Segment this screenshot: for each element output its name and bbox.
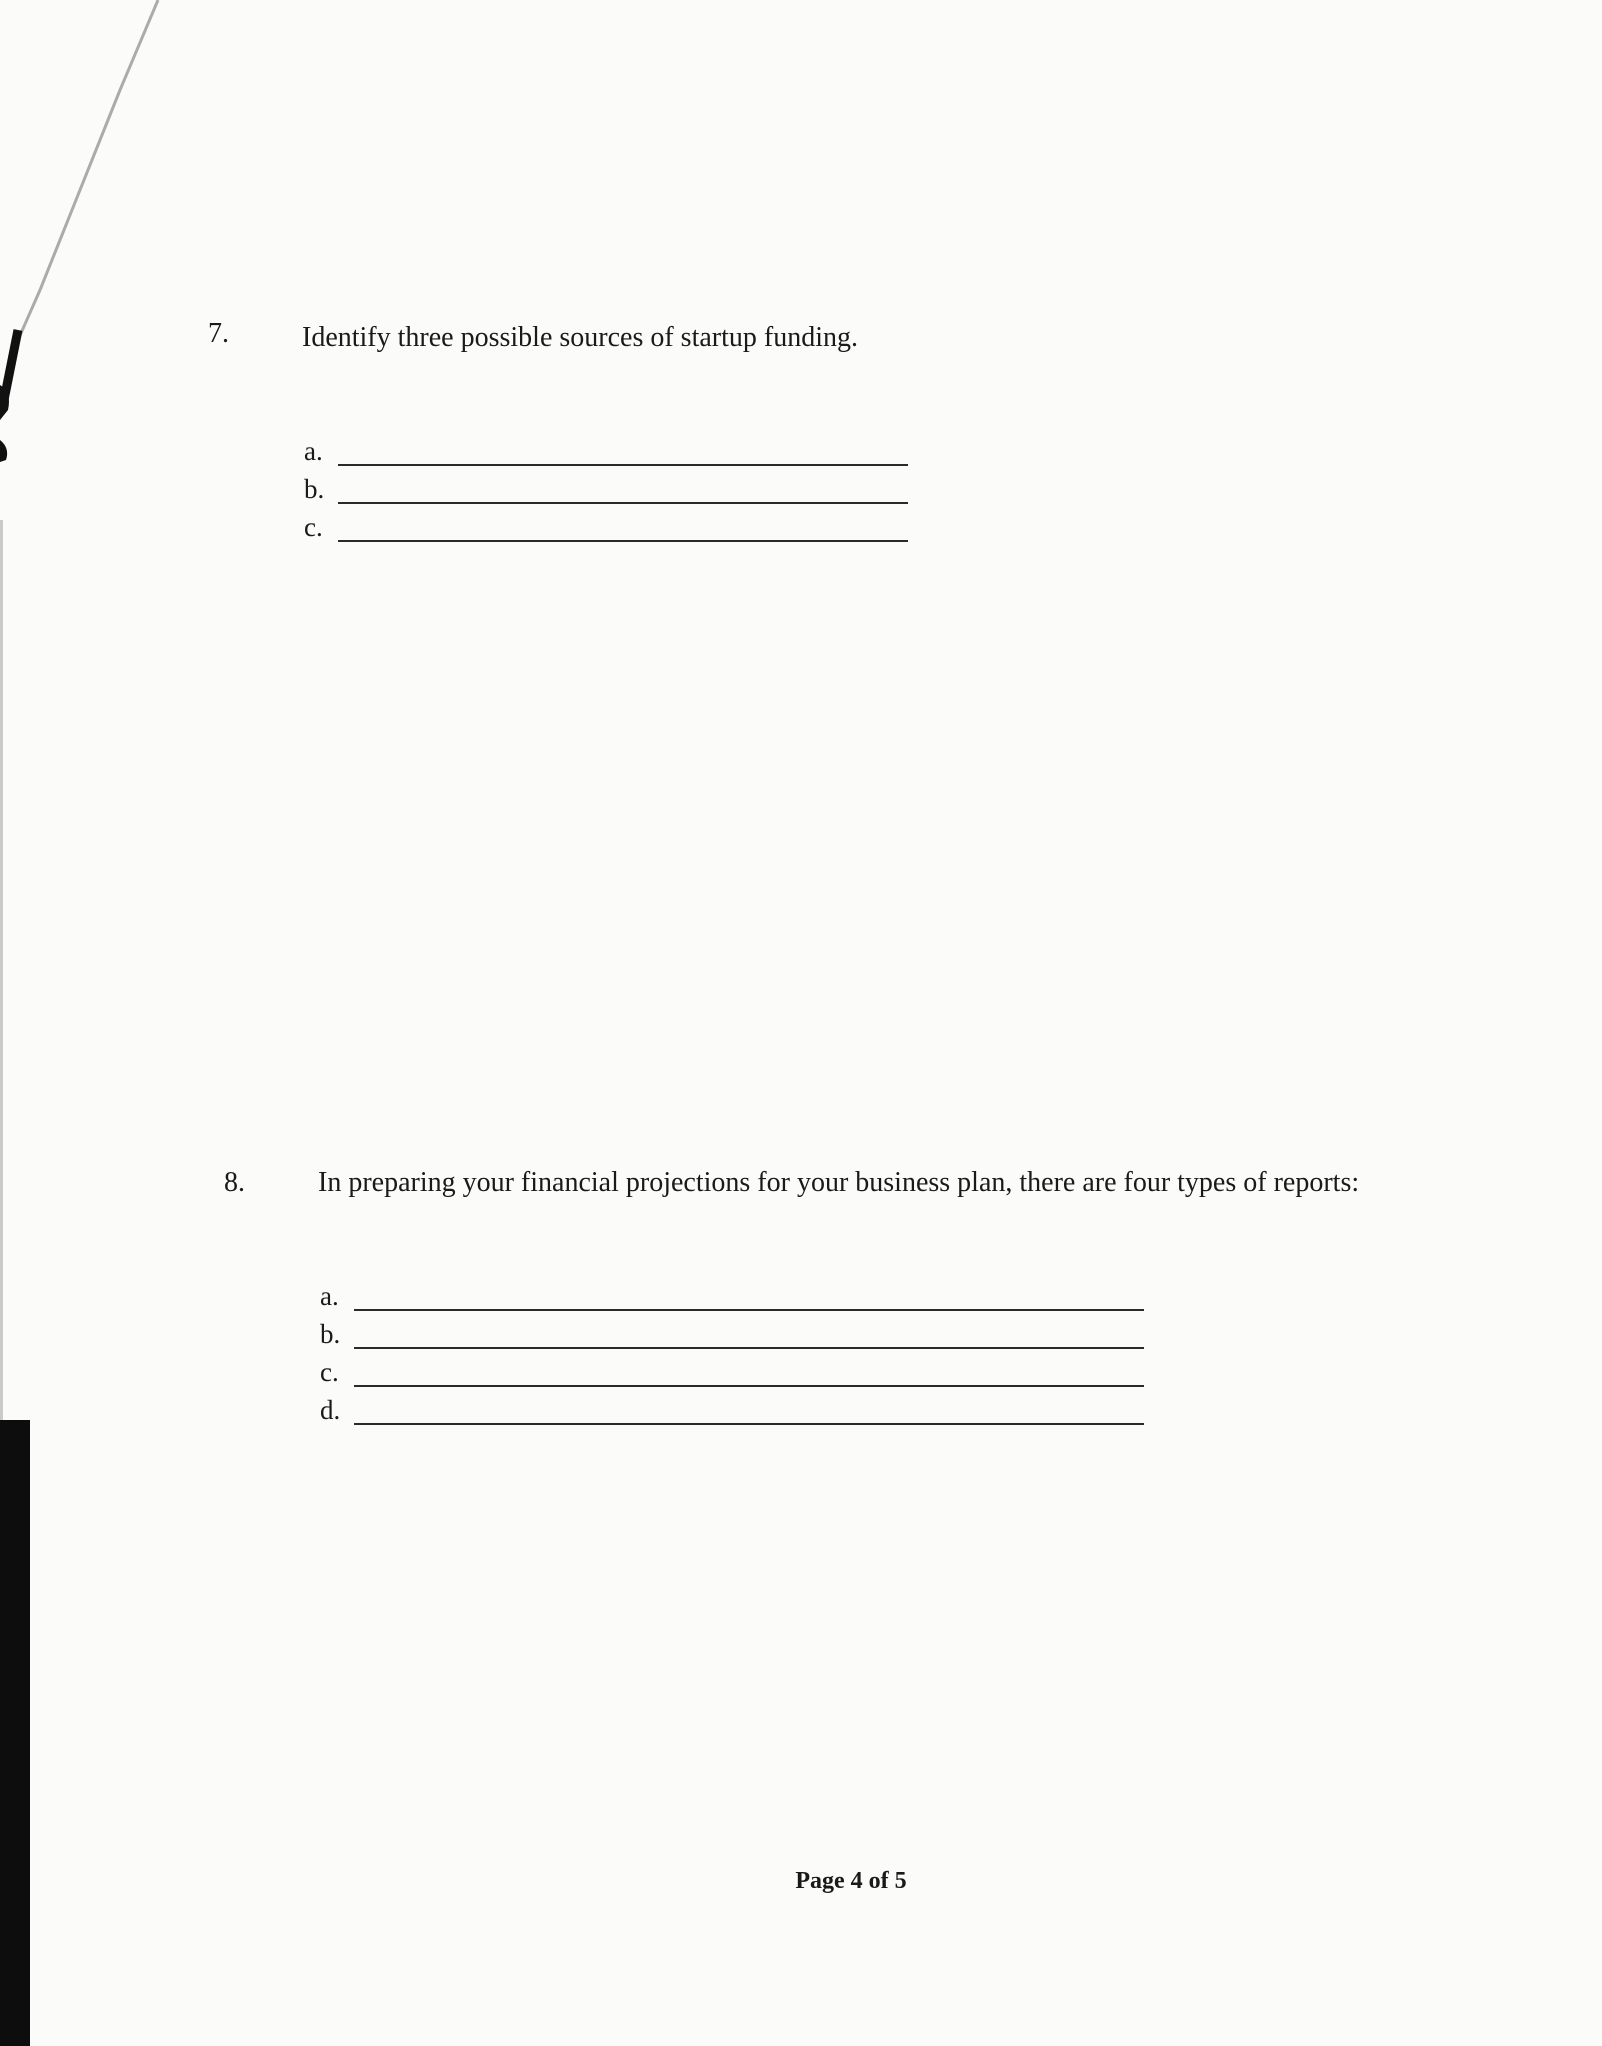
answer-blank[interactable]: [354, 1309, 1144, 1311]
answer-letter: b.: [320, 1319, 341, 1349]
answer-blank[interactable]: [354, 1385, 1144, 1387]
answer-blank[interactable]: [338, 540, 908, 542]
answer-letter: c.: [304, 512, 323, 542]
answer-letter: a.: [320, 1281, 339, 1311]
answer-letter: d.: [320, 1395, 341, 1425]
question-block: [224, 1163, 1450, 1203]
question-text: Identify three possible sources of startup funding.: [302, 322, 858, 353]
answer-blank[interactable]: [338, 502, 908, 504]
answer-letter: a.: [304, 436, 323, 466]
answer-blank[interactable]: [354, 1347, 1144, 1349]
question-text: In preparing your financial projections for your business plan, there are four types of reports:: [318, 1167, 1360, 1198]
answer-blank[interactable]: [354, 1423, 1144, 1425]
page-number: Page 4 of 5: [795, 1868, 907, 1894]
question-number: 7.: [208, 318, 229, 349]
answer-blank[interactable]: [338, 464, 908, 466]
question-number: 8.: [224, 1167, 245, 1198]
answer-letter: b.: [304, 474, 325, 504]
answer-letter: c.: [320, 1357, 339, 1387]
